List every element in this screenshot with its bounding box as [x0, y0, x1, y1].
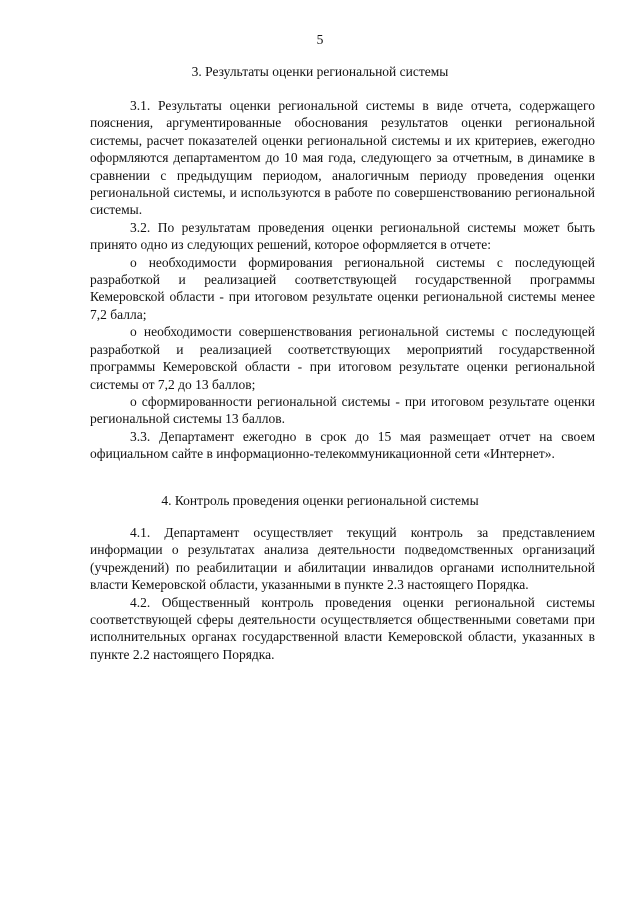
section-4-heading: 4. Контроль проведения оценки региональной системы — [161, 493, 479, 508]
decision-option-3: о сформированности региональной системы - при итоговом результате оценки региональной системы 13 баллов. — [90, 393, 595, 427]
paragraph-3-1: 3.1. Результаты оценки региональной системы в виде отчета, содержащего пояснения, аргументированные обоснования результатов оценки региональной системы, расчет показателей оценки региональной системы и их критериев, ежегодно оформляются департаментом до 10 мая года, следующего за отчетным, в динамике в сравнении с предыдущим периодом, аналогичным периоду проведения оценки региональной системы, и используются в работе по совершенствованию региональной системы. — [90, 98, 595, 218]
paragraph-3-3: 3.3. Департамент ежегодно в срок до 15 мая размещает отчет на своем официальном сайте в информационно-телекоммуникационной сети «Интернет». — [90, 428, 595, 462]
paragraph-4-2: 4.2. Общественный контроль проведения оценки региональной системы соответствующей сферы деятельности осуществляется общественными советами при исполнительных органах государственной власти Кемеровской области, указанных в пункте 2.2 настоящего Порядка. — [90, 594, 595, 662]
section-3-heading: 3. Результаты оценки региональной системы — [191, 64, 449, 79]
section-3-body — [90, 97, 595, 463]
page-number: 5 — [316, 32, 324, 47]
paragraph-4-1: 4.1. Департамент осуществляет текущий контроль за представлением информации о результатах анализа деятельности подведомственных организаций (учреждений) по реабилитации и абилитации инвалидов органами исполнительной власти Кемеровской области, указанными в пункте 2.3 настоящего Порядка. — [90, 525, 595, 593]
decision-option-2: о необходимости совершенствования региональной системы с последующей разработкой и реализацией соответствующих мероприятий государственной программы Кемеровской области - при итоговом результате оценки региональной системы от 7,2 до 13 баллов; — [90, 324, 595, 392]
section-4-body — [90, 524, 595, 663]
paragraph-3-2: 3.2. По результатам проведения оценки региональной системы может быть принято одно из следующих решений, которое оформляется в отчете: — [90, 219, 595, 253]
decision-option-1: о необходимости формирования региональной системы с последующей разработкой и реализацией соответствующей государственной программы Кемеровской области - при итоговом результате оценки региональной системы менее 7,2 балла; — [90, 254, 595, 322]
